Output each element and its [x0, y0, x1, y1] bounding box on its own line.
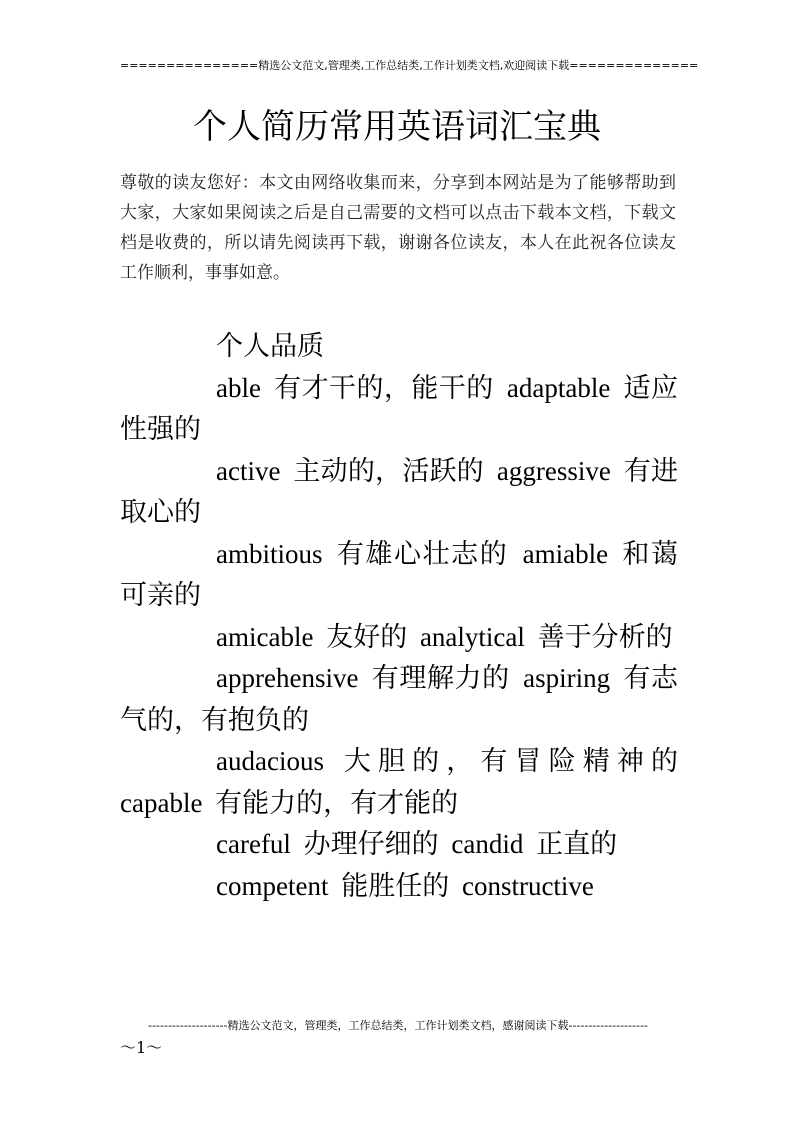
vocab-entry: careful 办理仔细的 candid 正直的 [216, 829, 618, 859]
vocab-entry: apprehensive 有理解力的 aspiring 有志气的，有抱负的 [120, 663, 678, 735]
vocab-entry: active 主动的，活跃的 aggressive 有进取心的 [120, 455, 678, 527]
page-footer: --------------------精选公文范文，管理类，工作总结类，工作计划类文档，感谢阅读下载-------------------- [148, 1019, 648, 1032]
page-header: ===============精选公文范文,管理类,工作总结类,工作计划类文档,欢迎阅读下载============== [120, 59, 699, 72]
vocab-entry: competent 能胜任的 constructive [216, 870, 594, 901]
vocabulary-content [120, 326, 678, 907]
page-number: ～1～ [120, 1038, 163, 1057]
vocab-entry: able 有才干的，能干的 adaptable 适应性强的 [120, 372, 678, 444]
vocab-entry: ambitious 有雄心壮志的 amiable 和蔼可亲的 [120, 538, 678, 610]
document-title: 个人简历常用英语词汇宝典 [193, 107, 601, 147]
section-heading: 个人品质 [216, 331, 324, 361]
vocab-entry: amicable 友好的 analytical 善于分析的 [216, 621, 673, 652]
vocab-entry: audacious 大胆的，有冒险精神的 capable 有能力的，有才能的 [120, 746, 678, 818]
reader-notice: 尊敬的读友您好：本文由网络收集而来，分享到本网站是为了能够帮助到大家，大家如果阅读之后是自己需要的文档可以点击下载本文档，下载文档是收费的，所以请先阅读再下载，谢谢各位读友，本人在此祝各位读友工作顺利，事事如意。 [120, 173, 676, 283]
